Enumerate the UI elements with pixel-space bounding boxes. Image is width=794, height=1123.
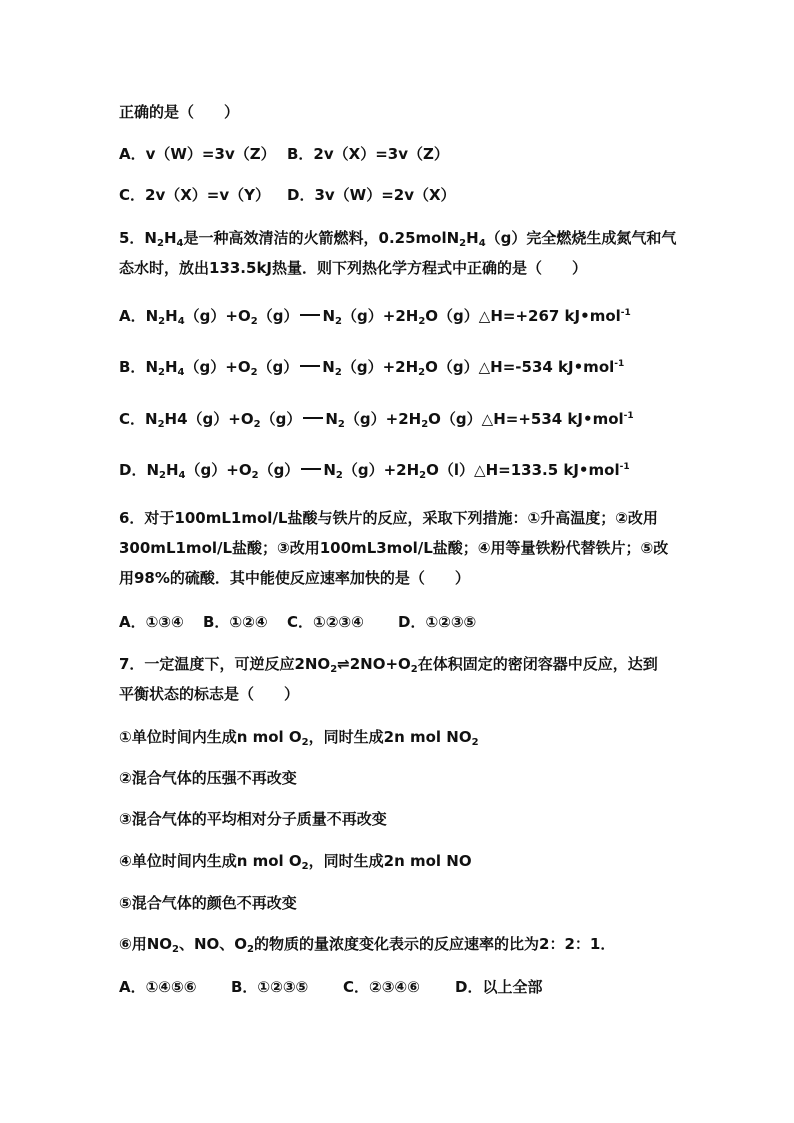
equation-arrow bbox=[303, 417, 323, 419]
q5-stem-line2: 态水时，放出133.5kJ热量．则下列热化学方程式中正确的是（ ） bbox=[119, 259, 588, 277]
q6-option-d: D．①②③⑤ bbox=[398, 613, 477, 631]
q5-option-d: D．$N_2H_4(g)+O_2(g)$ $N_2(g)+2H_2O(l)\triangle H=133.5$ kJ•mol$^{-1}$ bbox=[119, 461, 630, 481]
q4-option-a: A．v（W）=3v（Z） bbox=[119, 145, 276, 163]
equation-arrow bbox=[300, 365, 320, 367]
q5-option-a: A．$N_2H_4(g)+O_2(g)$ $N_2(g)+2H_2O(g)\triangle H=+267$ kJ•mol$^{-1}$ bbox=[119, 307, 631, 327]
q7-option-b: B．①②③⑤ bbox=[231, 978, 309, 996]
q7-statement-4: ④单位时间内生成n mol $O_2$，同时生成2n mol NO bbox=[119, 852, 472, 872]
q4-option-d: D．3v（W）=2v（X） bbox=[287, 186, 456, 204]
q7-statement-3: ③混合气体的平均相对分子质量不再改变 bbox=[119, 810, 387, 828]
q5-option-c: C．$N_2H4(g)+O_2(g)$ $N_2(g)+2H_2O(g)\triangle H=+534$ kJ•mol$^{-1}$ bbox=[119, 410, 634, 430]
q6-stem-line3: 用98%的硫酸．其中能使反应速率加快的是（ ） bbox=[119, 569, 470, 587]
q7-statement-5: ⑤混合气体的颜色不再改变 bbox=[119, 894, 297, 912]
q7-option-d: D．以上全部 bbox=[455, 978, 543, 996]
q6-stem-line2: 300mL1mol/L盐酸；③改用100mL3mol/L盐酸；④用等量铁粉代替铁片；⑤改 bbox=[119, 539, 669, 557]
equation-arrow bbox=[301, 468, 321, 470]
q7-statement-6: ⑥用$NO_2$、NO、$O_2$的物质的量浓度变化表示的反应速率的比为2：2：1． bbox=[119, 935, 616, 955]
q7-option-a: A．①④⑤⑥ bbox=[119, 978, 197, 996]
q4-stem-tail: 正确的是（ ） bbox=[119, 103, 240, 121]
q4-option-c: C．2v（X）=v（Y） bbox=[119, 186, 270, 204]
q5-option-b: B．$N_2H_4(g)+O_2(g)$ $N_2(g)+2H_2O(g)\triangle H=-534$ kJ•mol$^{-1}$ bbox=[119, 358, 625, 378]
q7-stem-line2: 平衡状态的标志是（ ） bbox=[119, 685, 300, 703]
q6-option-c: C．①②③④ bbox=[287, 613, 364, 631]
q4-option-b: B．2v（X）=3v（Z） bbox=[287, 145, 449, 163]
q7-statement-1: ①单位时间内生成n mol $O_2$，同时生成2n mol $NO_2$ bbox=[119, 728, 479, 748]
equation-arrow bbox=[300, 314, 320, 316]
q6-option-b: B．①②④ bbox=[203, 613, 268, 631]
q5-stem-line1: 5．$N_2H_4$是一种高效清洁的火箭燃料，$0.25molN_2H_4(g)$完全燃烧生成氮气和气 bbox=[119, 229, 677, 249]
q7-option-c: C．②③④⑥ bbox=[343, 978, 420, 996]
q7-statement-2: ②混合气体的压强不再改变 bbox=[119, 769, 297, 787]
q6-option-a: A．①③④ bbox=[119, 613, 184, 631]
q7-stem-line1: 7．一定温度下，可逆反应$2NO_2\rightleftharpoons 2NO+O_2$在体积固定的密闭容器中反应，达到 bbox=[119, 655, 658, 675]
q6-stem-line1: 6．对于100mL1mol/L盐酸与铁片的反应，采取下列措施：①升高温度；②改用 bbox=[119, 509, 658, 527]
